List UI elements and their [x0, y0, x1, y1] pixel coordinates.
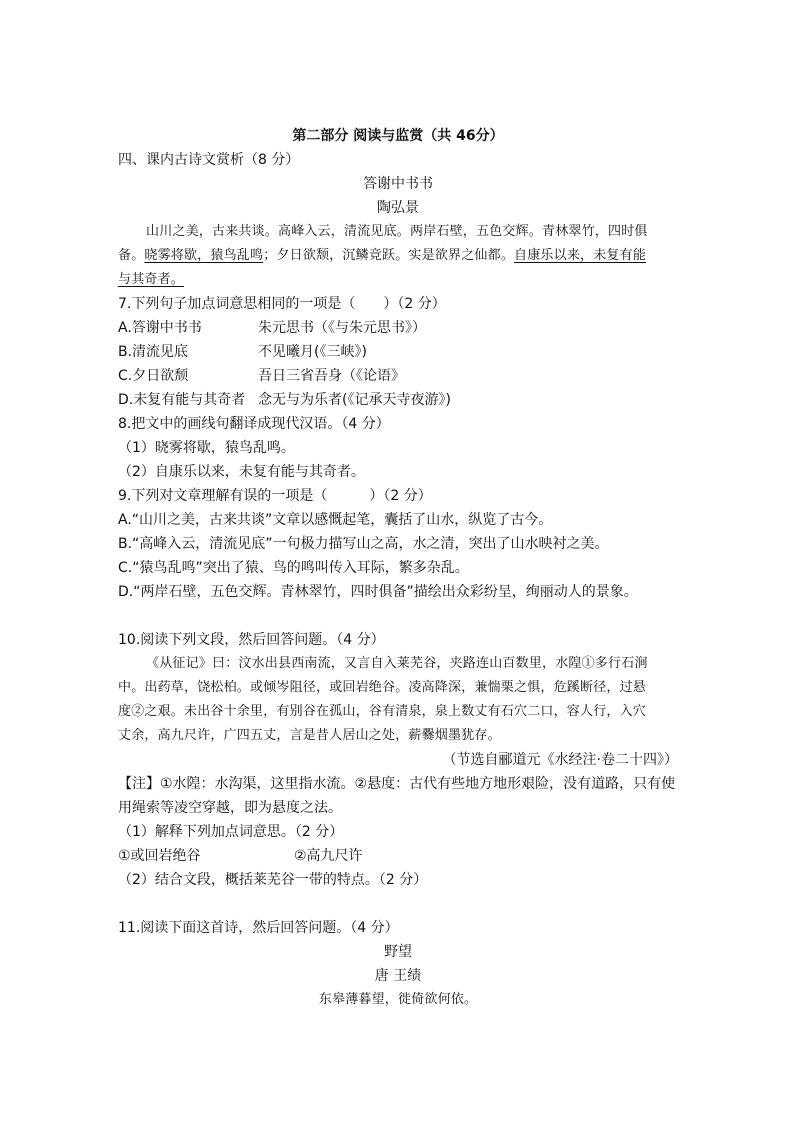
q8-item: （2）自康乐以来，未复有能与其奇者。 [118, 464, 365, 480]
poem-title: 野望 [384, 944, 412, 960]
q9-option-b: B.“高峰入云，清流见底”一句极力描写山之高，水之清，突出了山水映衬之美。 [118, 536, 609, 552]
passage-text: 备。 [118, 248, 145, 263]
q9-option-d: D.“两岸石壁，五色交辉。青林翠竹，四时俱备”描绘出众彩纷呈，绚丽动人的景象。 [118, 584, 638, 600]
question-8-stem: 8.把文中的画线句翻译成现代汉语。（4 分） [118, 416, 390, 432]
question-9-stem: 9.下列对文章理解有误的一项是（ ）（2 分） [118, 488, 432, 504]
passage-line: 丈余，高九尺许，广四五丈，言是昔人居山之处，薪爨烟墨犹存。 [118, 728, 501, 743]
q10-sub-items: ①或回岩绝谷 ②高九尺许 [118, 848, 363, 864]
q10-sub-question: （2）结合文段，概括莱芜谷一带的特点。（2 分） [118, 872, 428, 888]
passage-line: 中。出药草，饶松柏。或倾岑阻径，或回岩绝谷。凌高降深，兼惴栗之惧，危蹊断径，过悬 [118, 680, 647, 695]
q7-option-b: B.清流见底 不见曦月(《三峡》) [118, 344, 367, 360]
question-10-stem: 10.阅读下列文段，然后回答问题。（4 分） [118, 632, 385, 648]
annotation-note: 【注】①水隍：水沟渠，这里指水流。②悬度：古代有些地方地形艰险，没有道路，只有使 [118, 776, 676, 792]
q7-option-a: A.答谢中书书 朱元思书（《与朱元思书》） [118, 320, 426, 336]
q7-option-d: D.未复有能与其奇者 念无与为乐者(《记承天寺夜游》) [118, 392, 451, 408]
underlined-sentence: 与其奇者。 [118, 272, 185, 287]
passage-line: 山川之美，古来共谈。高峰入云，清流见底。两岸石壁，五色交辉。青林翠竹，四时俱 [146, 224, 648, 239]
part-title: 第二部分 阅读与监赏（共 46分） [292, 128, 504, 144]
poem-title: 答谢中书书 [363, 176, 433, 192]
poem-author: 唐 王绩 [374, 968, 422, 984]
passage-text: ；夕日欲颓，沉鳞竞跃。实是欲界之仙都。 [263, 248, 515, 263]
q9-option-c: C.“猿鸟乱鸣”突出了猿、鸟的鸣叫传入耳际，繁多杂乱。 [118, 560, 469, 576]
underlined-sentence: 自康乐以来，未复有能 [514, 248, 647, 263]
q9-option-a: A.“山川之美，古来共谈”文章以感慨起笔，囊括了山水，纵览了古今。 [118, 512, 553, 528]
poem-author: 陶弘景 [377, 200, 419, 216]
section-heading: 四、课内古诗文赏析（8 分） [118, 152, 300, 168]
passage-line [118, 246, 678, 266]
passage-line [118, 270, 678, 290]
q8-item: （1）晓雾将歇，猿鸟乱鸣。 [118, 440, 295, 456]
underlined-sentence: 晓雾将歇，猿鸟乱鸣 [144, 248, 264, 263]
q7-option-c: C.夕日欲颓 吾日三省吾身（《论语》 [118, 368, 405, 384]
passage-source: （节选自郦道元《水经注·卷二十四》） [442, 752, 678, 768]
annotation-note: 用绳索等凌空穿越，即为悬度之法。 [118, 800, 342, 816]
question-11-stem: 11.阅读下面这首诗，然后回答问题。（4 分） [118, 920, 399, 936]
passage-line: 度②之艰。未出谷十余里，有别谷在孤山，谷有清泉，泉上数丈有石穴二口，容人行，入穴 [118, 704, 647, 719]
passage-line: 《从征记》曰：汶水出县西南流，又言自入莱芜谷，夹路连山百数里，水隍①多行石涧 [146, 656, 648, 671]
poem-line: 东皋薄暮望，徙倚欲何依。 [318, 992, 478, 1007]
q10-sub-question: （1）解释下列加点词意思。（2 分） [118, 824, 344, 840]
question-7-stem: 7.下列句子加点词意思相同的一项是（ ）（2 分） [118, 296, 446, 312]
